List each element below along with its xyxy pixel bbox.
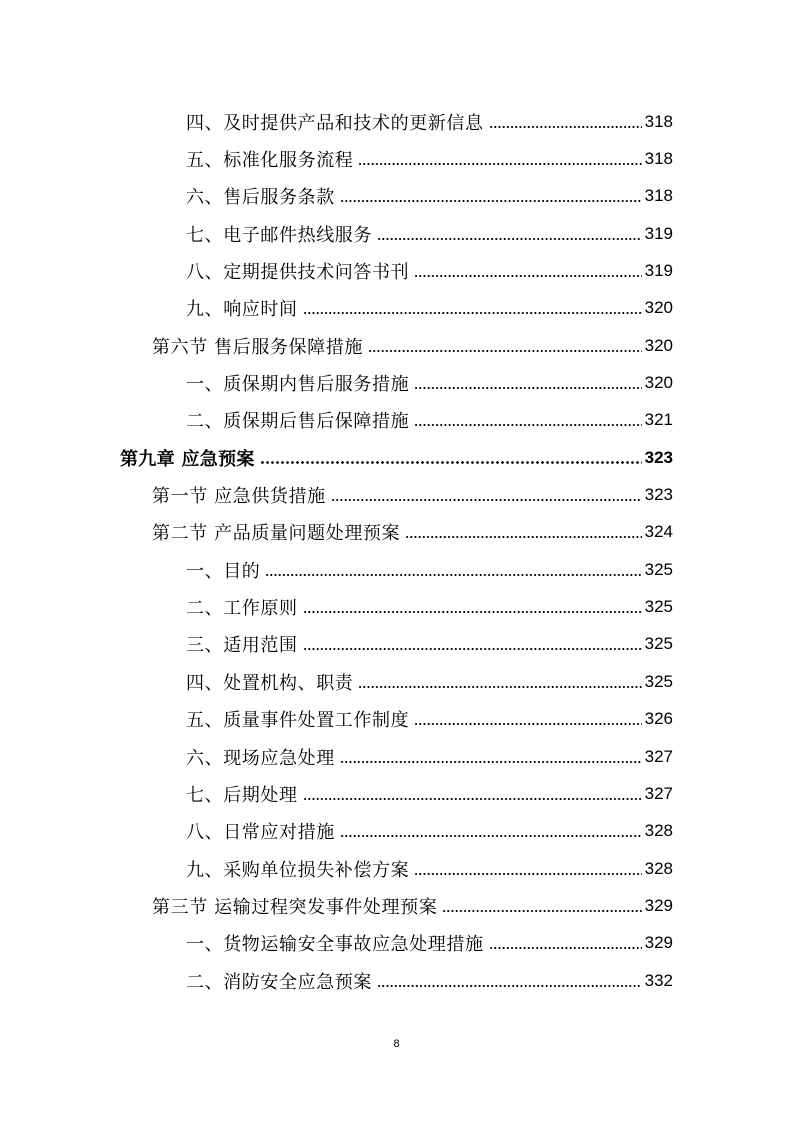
dot-leader xyxy=(340,200,642,202)
toc-entry-page: 325 xyxy=(644,559,673,579)
toc-entry[interactable] xyxy=(0,140,793,177)
table-of-contents xyxy=(0,103,793,999)
dot-leader xyxy=(303,611,642,613)
toc-entry-page: 320 xyxy=(644,298,673,318)
toc-entry-title: 九、响应时间 xyxy=(186,299,298,321)
toc-entry[interactable] xyxy=(0,775,793,812)
toc-entry-title: 六、现场应急处理 xyxy=(186,747,335,769)
toc-entry-page: 324 xyxy=(644,522,673,542)
toc-entry[interactable] xyxy=(0,663,793,700)
toc-entry[interactable] xyxy=(0,701,793,738)
toc-entry-title: 二、消防安全应急预案 xyxy=(186,971,372,993)
toc-entry-title: 四、及时提供产品和技术的更新信息 xyxy=(186,112,484,134)
dot-leader xyxy=(358,686,641,688)
toc-entry-page: 323 xyxy=(644,447,673,467)
toc-entry-title: 二、质保期后售后保障措施 xyxy=(186,411,410,433)
toc-entry-page: 327 xyxy=(644,746,673,766)
toc-entry-page: 329 xyxy=(644,933,673,953)
toc-entry-page: 329 xyxy=(644,895,673,915)
toc-entry-page: 321 xyxy=(644,410,673,430)
toc-entry[interactable] xyxy=(0,813,793,850)
toc-entry-title: 一、质保期内售后服务措施 xyxy=(186,374,410,396)
toc-entry-page: 325 xyxy=(644,597,673,617)
toc-entry-page: 327 xyxy=(644,783,673,803)
toc-entry-page: 319 xyxy=(644,223,673,243)
dot-leader xyxy=(377,238,642,240)
toc-entry-title: 七、后期处理 xyxy=(186,784,298,806)
toc-entry-title: 第六节 售后服务保障措施 xyxy=(152,336,363,358)
toc-section-entry[interactable] xyxy=(0,514,793,551)
dot-leader xyxy=(377,985,642,987)
dot-leader xyxy=(442,910,641,912)
dot-leader xyxy=(303,798,642,800)
toc-chapter-title: 第九章 应急预案 xyxy=(120,448,255,470)
dot-leader xyxy=(414,873,641,875)
toc-entry-title: 八、日常应对措施 xyxy=(186,822,335,844)
toc-entry-page: 325 xyxy=(644,671,673,691)
toc-entry-page: 318 xyxy=(644,111,673,131)
dot-leader xyxy=(489,126,642,128)
toc-entry-title: 六、售后服务条款 xyxy=(186,187,335,209)
dot-leader xyxy=(331,499,642,501)
dot-leader xyxy=(414,275,641,277)
toc-entry-page: 318 xyxy=(644,186,673,206)
toc-entry[interactable] xyxy=(0,402,793,439)
dot-leader xyxy=(405,536,642,538)
toc-entry-title: 五、质量事件处置工作制度 xyxy=(186,710,410,732)
toc-entry-title: 一、货物运输安全事故应急处理措施 xyxy=(186,934,484,956)
toc-entry-page: 325 xyxy=(644,634,673,654)
toc-entry-page: 320 xyxy=(644,373,673,393)
dot-leader xyxy=(489,947,642,949)
dot-leader xyxy=(260,461,642,464)
toc-entry[interactable] xyxy=(0,738,793,775)
dot-leader xyxy=(368,350,642,352)
page-number: 8 xyxy=(393,1038,400,1050)
toc-entry-title: 第一节 应急供货措施 xyxy=(152,486,326,508)
toc-entry-page: 320 xyxy=(644,335,673,355)
toc-entry-title: 一、目的 xyxy=(186,560,261,582)
toc-entry-title: 八、定期提供技术问答书刊 xyxy=(186,262,410,284)
toc-entry-title: 七、电子邮件热线服务 xyxy=(186,224,372,246)
toc-entry-title: 第三节 运输过程突发事件处理预案 xyxy=(152,896,438,918)
toc-entry-title: 二、工作原则 xyxy=(186,598,298,620)
toc-entry-title: 九、采购单位损失补偿方案 xyxy=(186,859,410,881)
toc-entry[interactable] xyxy=(0,626,793,663)
toc-entry[interactable] xyxy=(0,252,793,289)
toc-entry[interactable] xyxy=(0,925,793,962)
toc-entry-title: 五、标准化服务流程 xyxy=(186,150,354,172)
toc-entry-page: 328 xyxy=(644,821,673,841)
toc-entry-page: 319 xyxy=(644,261,673,281)
dot-leader xyxy=(358,163,641,165)
toc-entry-title: 三、适用范围 xyxy=(186,635,298,657)
toc-entry[interactable] xyxy=(0,588,793,625)
toc-entry-page: 323 xyxy=(644,485,673,505)
toc-section-entry[interactable] xyxy=(0,887,793,924)
toc-entry[interactable] xyxy=(0,290,793,327)
toc-entry-page: 318 xyxy=(644,149,673,169)
toc-chapter-entry[interactable] xyxy=(0,439,793,476)
dot-leader xyxy=(414,387,641,389)
toc-section-entry[interactable] xyxy=(0,327,793,364)
dot-leader xyxy=(265,574,641,576)
toc-section-entry[interactable] xyxy=(0,476,793,513)
dot-leader xyxy=(303,312,642,314)
toc-entry[interactable] xyxy=(0,364,793,401)
dot-leader xyxy=(340,835,642,837)
toc-entry[interactable] xyxy=(0,551,793,588)
dot-leader xyxy=(303,648,642,650)
toc-entry[interactable] xyxy=(0,178,793,215)
toc-entry-page: 332 xyxy=(644,970,673,990)
toc-entry[interactable] xyxy=(0,103,793,140)
toc-entry[interactable] xyxy=(0,962,793,999)
toc-entry-title: 四、处置机构、职责 xyxy=(186,672,354,694)
dot-leader xyxy=(340,761,642,763)
dot-leader xyxy=(414,424,641,426)
toc-entry-page: 328 xyxy=(644,858,673,878)
toc-entry[interactable] xyxy=(0,850,793,887)
toc-entry-title: 第二节 产品质量问题处理预案 xyxy=(152,523,401,545)
dot-leader xyxy=(414,723,641,725)
toc-entry[interactable] xyxy=(0,215,793,252)
toc-entry-page: 326 xyxy=(644,709,673,729)
